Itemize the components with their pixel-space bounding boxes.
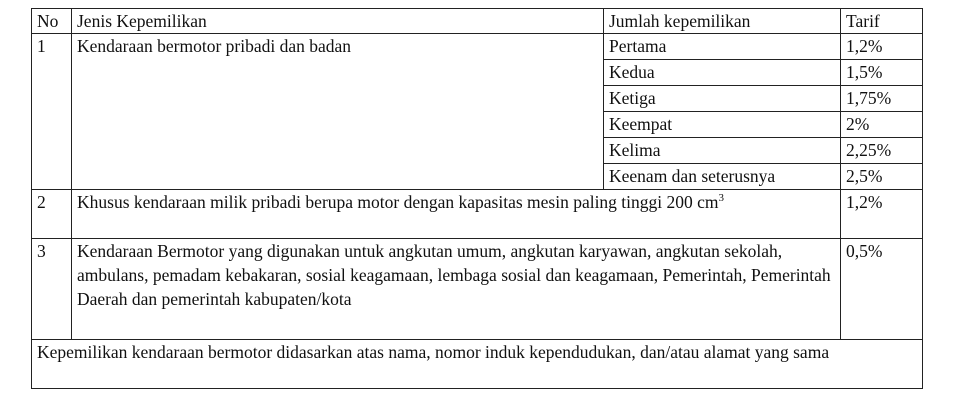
header-tarif: Tarif (841, 9, 923, 34)
row2-no: 2 (32, 190, 72, 239)
row1-no: 1 (32, 34, 72, 190)
table-row (32, 34, 923, 60)
tarif-cell: 1,5% (841, 60, 923, 86)
jumlah-cell: Pertama (604, 34, 841, 60)
tarif-cell: 2,25% (841, 138, 923, 164)
header-jenis: Jenis Kepemilikan (72, 9, 604, 34)
tarif-table (31, 8, 923, 389)
row2-tarif: 1,2% (841, 190, 923, 239)
jumlah-cell: Ketiga (604, 86, 841, 112)
row1-jenis: Kendaraan bermotor pribadi dan badan (72, 34, 604, 190)
tarif-cell: 2% (841, 112, 923, 138)
header-no: No (32, 9, 72, 34)
table-row (32, 190, 923, 239)
jumlah-cell: Kedua (604, 60, 841, 86)
footer-row (32, 340, 923, 389)
row3-no: 3 (32, 239, 72, 340)
jumlah-cell: Keenam dan seterusnya (604, 164, 841, 190)
table-row (32, 239, 923, 340)
header-jumlah: Jumlah kepemilikan (604, 9, 841, 34)
row3-tarif: 0,5% (841, 239, 923, 340)
tarif-cell: 1,75% (841, 86, 923, 112)
row2-jenis (72, 190, 841, 239)
footer-note: Kepemilikan kendaraan bermotor didasarkan atas nama, nomor induk kependudukan, dan/atau alamat yang sama (32, 340, 923, 389)
row2-superscript: 3 (718, 192, 725, 205)
tarif-cell: 2,5% (841, 164, 923, 190)
jumlah-cell: Keempat (604, 112, 841, 138)
jumlah-cell: Kelima (604, 138, 841, 164)
header-row (32, 9, 923, 34)
row3-jenis: Kendaraan Bermotor yang digunakan untuk angkutan umum, angkutan karyawan, angkutan sekolah, ambulans, pemadam kebakaran, sosial keagamaan, lembaga sosial dan keagamaan, Pemerintah, Pemerintah Daerah dan pemerintah kabupaten/kota (72, 239, 841, 340)
row2-jenis-text: Khusus kendaraan milik pribadi berupa motor dengan kapasitas mesin paling tinggi 200 cm (77, 192, 719, 212)
tarif-cell: 1,2% (841, 34, 923, 60)
